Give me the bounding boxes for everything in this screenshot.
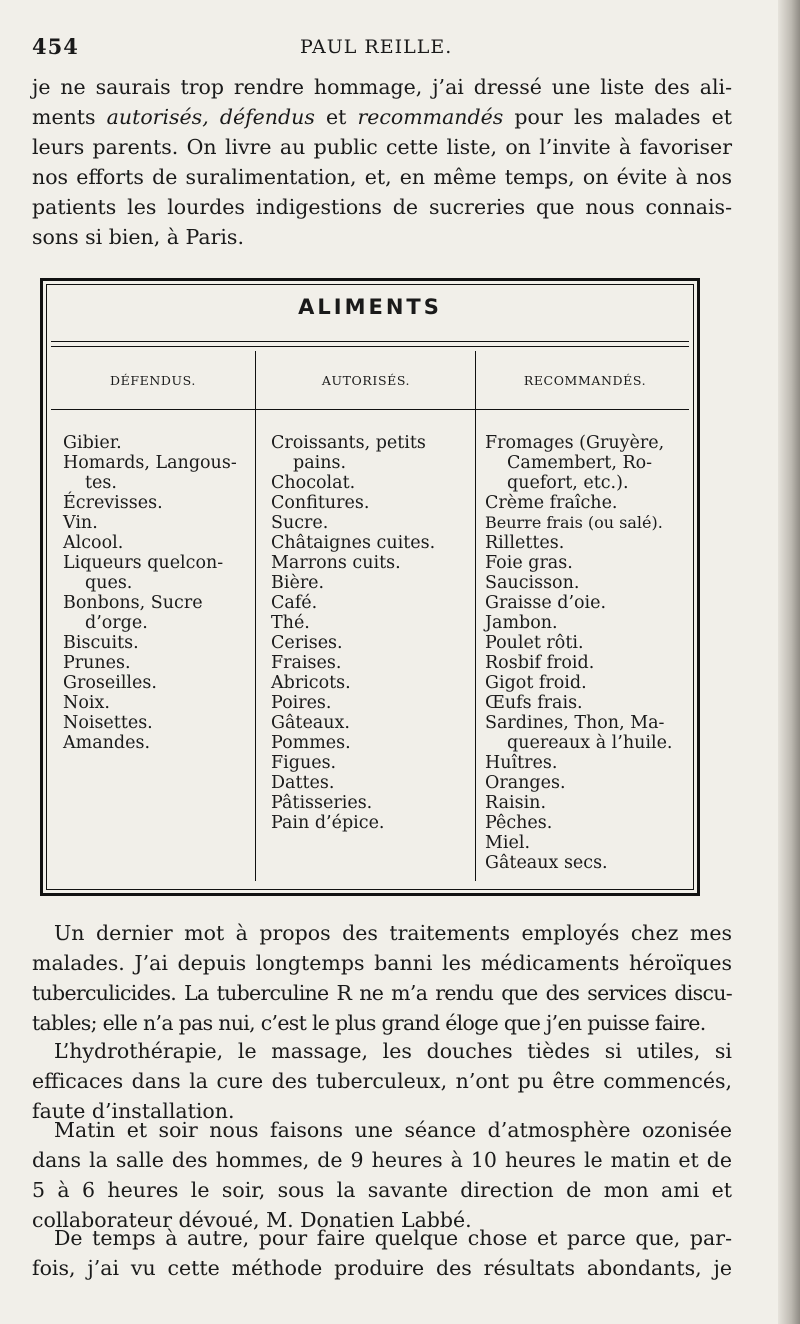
italic-fragment: autorisés, défendus	[106, 105, 315, 129]
text-line: Matin et soir nous faisons une séance d’atmosphère ozonisée	[54, 1118, 732, 1142]
list-item: Abricots.	[271, 673, 351, 693]
list-item: Crème fraîche.	[485, 493, 618, 513]
list-item: Vin.	[63, 513, 98, 533]
list-item: Fromages (Gruyère,	[485, 433, 665, 453]
text-line: dans la salle des hommes, de 9 heures à 10 heures le matin et de	[32, 1148, 732, 1172]
text-line: sons si bien, à Paris.	[32, 225, 244, 249]
column-header-autorises: AUTORISÉS.	[321, 373, 411, 388]
list-item: Rosbif froid.	[485, 653, 595, 673]
column-divider	[255, 351, 256, 881]
text-line: leurs parents. On livre au public cette liste, on l’invite à favoriser	[32, 135, 732, 159]
list-item: Biscuits.	[63, 633, 139, 653]
list-item: Groseilles.	[63, 673, 157, 693]
list-item: Jambon.	[485, 613, 558, 633]
column-divider	[475, 351, 476, 881]
list-item: Gibier.	[63, 433, 122, 453]
list-item: Thé.	[271, 613, 310, 633]
list-item: Poires.	[271, 693, 332, 713]
list-item: Pâtisseries.	[271, 793, 373, 813]
list-item: pains.	[293, 453, 347, 473]
text-line: je ne saurais trop rendre hommage, j’ai dressé une liste des ali-	[32, 75, 732, 99]
list-item: Huîtres.	[485, 753, 558, 773]
divider	[51, 346, 689, 347]
list-item: Beurre frais (ou salé).	[485, 513, 663, 532]
text-fragment: pour les malades et	[503, 105, 733, 129]
list-item: Amandes.	[63, 733, 151, 753]
list-item: Écrevisses.	[63, 493, 163, 513]
list-item: Rillettes.	[485, 533, 565, 553]
list-item: d’orge.	[85, 613, 148, 633]
text-line: patients les lourdes indigestions de sucreries que nous connais-	[32, 195, 732, 219]
running-title: PAUL REILLE.	[300, 36, 453, 58]
list-item: Noisettes.	[63, 713, 153, 733]
column-header-defendus: DÉFENDUS.	[110, 373, 196, 388]
text-line: faute d’installation.	[32, 1099, 235, 1123]
list-item: Raisin.	[485, 793, 547, 813]
paragraph-treatments	[32, 918, 732, 1038]
list-item: Marrons cuits.	[271, 553, 401, 573]
text-line: collaborateur dévoué, M. Donatien Labbé.	[32, 1208, 472, 1232]
paragraph-hydrotherapy	[32, 1036, 732, 1126]
column-recommandes	[485, 433, 691, 873]
list-item: Cerises.	[271, 633, 343, 653]
list-item: Sucre.	[271, 513, 329, 533]
list-item: tes.	[85, 473, 117, 493]
text-line: efficaces dans la cure des tuberculeux, n’ont pu être commencés,	[32, 1069, 732, 1093]
page-number: 454	[32, 34, 79, 59]
list-item: Gigot froid.	[485, 673, 587, 693]
column-defendus	[63, 433, 243, 753]
paragraph-ozone	[32, 1115, 732, 1235]
list-item: Camembert, Ro-	[507, 453, 653, 473]
paragraph-intro	[32, 72, 732, 252]
list-item: Pêches.	[485, 813, 553, 833]
italic-fragment: recommandés	[357, 105, 504, 129]
list-item: Pommes.	[271, 733, 351, 753]
text-line: tuberculicides. La tuberculine R ne m’a rendu que des services discu-	[32, 981, 732, 1005]
list-item: Croissants, petits	[271, 433, 426, 453]
page-edge	[778, 0, 800, 1324]
list-item: Saucisson.	[485, 573, 580, 593]
text-line	[32, 102, 732, 132]
text-fragment: et	[314, 105, 358, 129]
text-line: L’hydrothérapie, le massage, les douches tièdes si utiles, si	[54, 1039, 732, 1063]
list-item: Bonbons, Sucre	[63, 593, 203, 613]
aliments-table	[40, 278, 700, 896]
list-item: Chocolat.	[271, 473, 356, 493]
divider	[51, 409, 689, 410]
table-title: ALIMENTS	[298, 295, 442, 319]
list-item: Œufs frais.	[485, 693, 583, 713]
list-item: Foie gras.	[485, 553, 573, 573]
text-fragment: ments	[32, 105, 107, 129]
list-item: Miel.	[485, 833, 531, 853]
text-line: nos efforts de suralimentation, et, en même temps, on évite à nos	[32, 165, 732, 189]
list-item: Bière.	[271, 573, 325, 593]
list-item: Fraises.	[271, 653, 342, 673]
list-item: Oranges.	[485, 773, 566, 793]
list-item: Confitures.	[271, 493, 370, 513]
text-line: Un dernier mot à propos des traitements employés chez mes	[54, 921, 732, 945]
list-item: Alcool.	[63, 533, 124, 553]
list-item: quereaux à l’huile.	[507, 733, 673, 753]
column-autorises	[271, 433, 467, 833]
list-item: ques.	[85, 573, 133, 593]
list-item: Liqueurs quelcon-	[63, 553, 224, 573]
list-item: Prunes.	[63, 653, 131, 673]
list-item: Sardines, Thon, Ma-	[485, 713, 665, 733]
list-item: Gâteaux secs.	[485, 853, 608, 873]
text-line: De temps à autre, pour faire quelque chose et parce que, par-	[54, 1226, 732, 1250]
list-item: Châtaignes cuites.	[271, 533, 436, 553]
list-item: Noix.	[63, 693, 110, 713]
text-line: fois, j’ai vu cette méthode produire des résultats abondants, je	[32, 1256, 732, 1280]
list-item: Pain d’épice.	[271, 813, 385, 833]
column-header-recommandes: RECOMMANDÉS.	[523, 373, 647, 388]
divider	[51, 341, 689, 342]
list-item: Poulet rôti.	[485, 633, 584, 653]
text-line: malades. J’ai depuis longtemps banni les médicaments héroïques	[32, 951, 732, 975]
list-item: quefort, etc.).	[507, 473, 629, 493]
list-item: Café.	[271, 593, 318, 613]
text-line: tables; elle n’a pas nui, c’est le plus grand éloge que j’en puisse faire.	[32, 1011, 706, 1035]
list-item: Graisse d’oie.	[485, 593, 607, 613]
list-item: Dattes.	[271, 773, 335, 793]
list-item: Homards, Langous-	[63, 453, 237, 473]
paragraph-method	[32, 1223, 732, 1283]
list-item: Figues.	[271, 753, 337, 773]
text-line: 5 à 6 heures le soir, sous la savante direction de mon ami et	[32, 1178, 732, 1202]
list-item: Gâteaux.	[271, 713, 350, 733]
page-header	[32, 34, 752, 64]
